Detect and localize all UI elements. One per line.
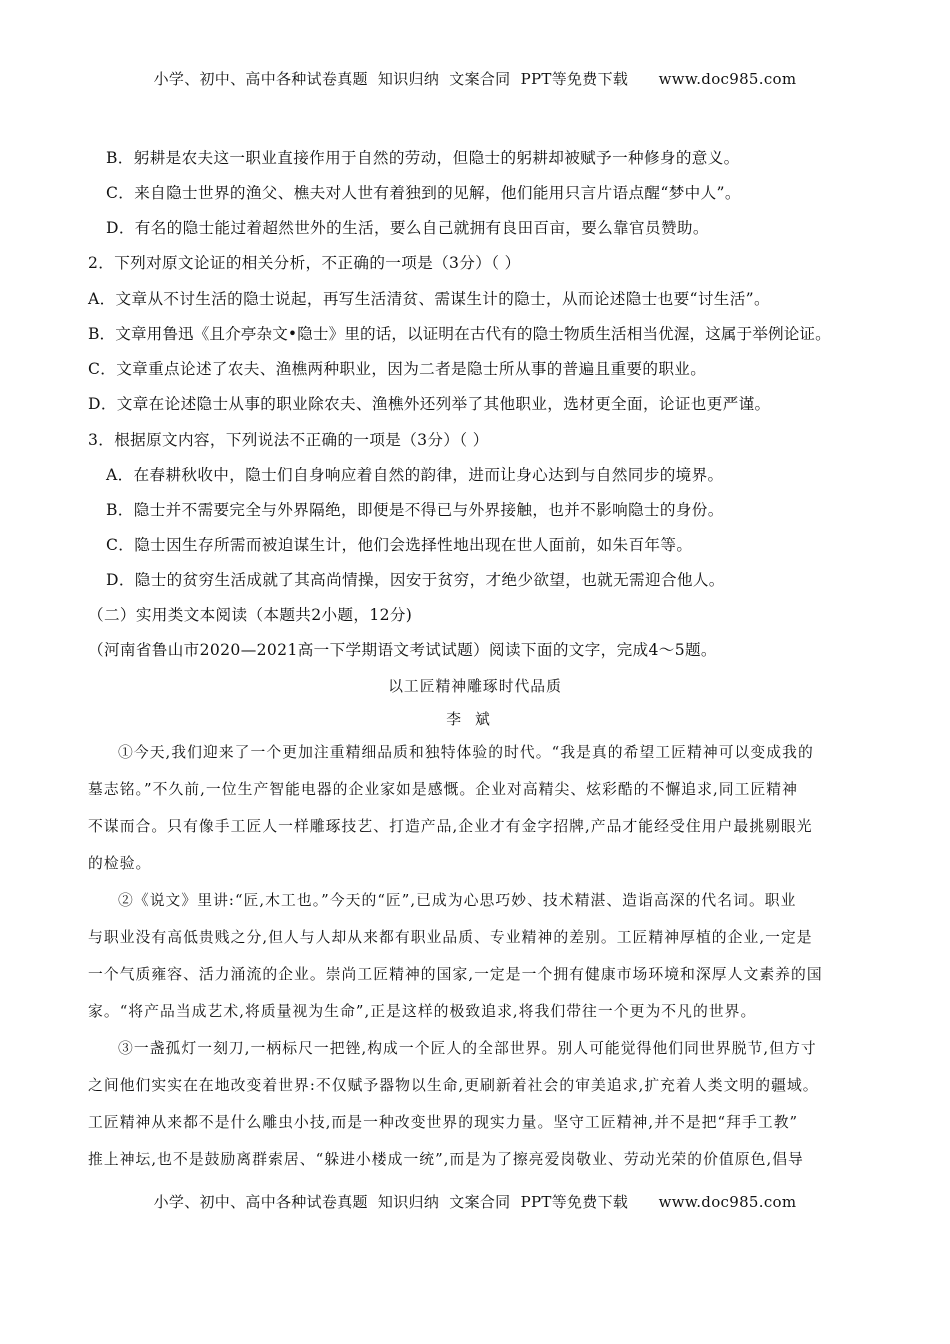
- article-line: ①今天,我们迎来了一个更加注重精细品质和独特体验的时代。“我是真的希望工匠精神可以变成我的: [118, 744, 814, 761]
- article-title: 以工匠精神雕琢时代品质: [388, 678, 562, 695]
- q2-option-a: A．文章从不讨生活的隐士说起，再写生活清贫、需谋生计的隐士，从而论述隐士也要“讨生活”。: [88, 290, 770, 308]
- article-line: 之间他们实实在在地改变着世界:不仅赋予器物以生命,更刷新着社会的审美追求,扩充着人类文明的疆域。: [88, 1077, 819, 1094]
- q3-stem: 3．根据原文内容，下列说法不正确的一项是（3分）（ ）: [88, 431, 489, 449]
- page-header: 小学、初中、高中各种试卷真题 知识归纳 文案合同 PPT等免费下载 www.doc985.com: [153, 70, 797, 88]
- q1-option-c: C．来自隐士世界的渔父、樵夫对人世有着独到的见解，他们能用只言片语点醒“梦中人”。: [106, 184, 741, 202]
- q2-option-c: C．文章重点论述了农夫、渔樵两种职业，因为二者是隐士所从事的普遍且重要的职业。: [88, 360, 707, 378]
- article-line: ③一盏孤灯一刻刀,一柄标尺一把锉,构成一个匠人的全部世界。别人可能觉得他们同世界脱节,但方寸: [118, 1040, 817, 1057]
- q2-option-b: B．文章用鲁迅《且介亭杂文•隐士》里的话，以证明在古代有的隐士物质生活相当优渥，这属于举例论证。: [88, 325, 831, 343]
- article-line: ②《说文》里讲:“匠,木工也。”今天的“匠”,已成为心思巧妙、技术精湛、造诣高深的代名词。职业: [118, 892, 797, 909]
- q3-option-b: B．隐士并不需要完全与外界隔绝，即便是不得已与外界接触，也并不影响隐士的身份。: [106, 501, 724, 519]
- article-line: 不谋而合。只有像手工匠人一样雕琢技艺、打造产品,企业才有金字招牌,产品才能经受住用户最挑剔眼光: [88, 818, 813, 835]
- q1-option-d: D．有名的隐士能过着超然世外的生活，要么自己就拥有良田百亩，要么靠官员赞助。: [106, 219, 709, 237]
- article-author: 李斌: [446, 711, 504, 728]
- article-line: 推上神坛,也不是鼓励离群索居、“躲进小楼成一统”,而是为了擦亮爱岗敬业、劳动光荣的价值原色,倡导: [88, 1151, 804, 1168]
- page-footer: 小学、初中、高中各种试卷真题 知识归纳 文案合同 PPT等免费下载 www.doc985.com: [153, 1193, 797, 1211]
- article-line: 与职业没有高低贵贱之分,但人与人却从来都有职业品质、专业精神的差别。工匠精神厚植的企业,一定是: [88, 929, 813, 946]
- article-line: 一个气质雍容、活力涌流的企业。崇尚工匠精神的国家,一定是一个拥有健康市场环境和深厚人文素养的国: [88, 966, 823, 983]
- section-source: （河南省鲁山市2020—2021高一下学期语文考试试题）阅读下面的文字，完成4～5题。: [88, 641, 717, 659]
- article-line: 家。“将产品当成艺术,将质量视为生命”,正是这样的极致追求,将我们带往一个更为不凡的世界。: [88, 1003, 757, 1020]
- article-line: 墓志铭。”不久前,一位生产智能电器的企业家如是感慨。企业对高精尖、炫彩酷的不懈追求,同工匠精神: [88, 781, 798, 798]
- q2-stem: 2．下列对原文论证的相关分析，不正确的一项是（3分）（ ）: [88, 254, 521, 272]
- q3-option-d: D．隐士的贫穷生活成就了其高尚情操，因安于贫穷，才绝少欲望，也就无需迎合他人。: [106, 571, 725, 589]
- q2-option-d: D．文章在论述隐士从事的职业除农夫、渔樵外还列举了其他职业，选材更全面，论证也更严谨。: [88, 395, 771, 413]
- article-line: 的检验。: [88, 855, 152, 872]
- section-heading: （二）实用类文本阅读（本题共2小题，12分): [88, 606, 413, 624]
- q1-option-b: B．躬耕是农夫这一职业直接作用于自然的劳动，但隐士的躬耕却被赋予一种修身的意义。: [106, 149, 740, 167]
- article-line: 工匠精神从来都不是什么雕虫小技,而是一种改变世界的现实力量。坚守工匠精神,并不是把“拜手工教”: [88, 1114, 799, 1131]
- q3-option-a: A．在春耕秋收中，隐士们自身响应着自然的韵律，进而让身心达到与自然同步的境界。: [106, 466, 724, 484]
- q3-option-c: C．隐士因生存所需而被迫谋生计，他们会选择性地出现在世人面前，如朱百年等。: [106, 536, 693, 554]
